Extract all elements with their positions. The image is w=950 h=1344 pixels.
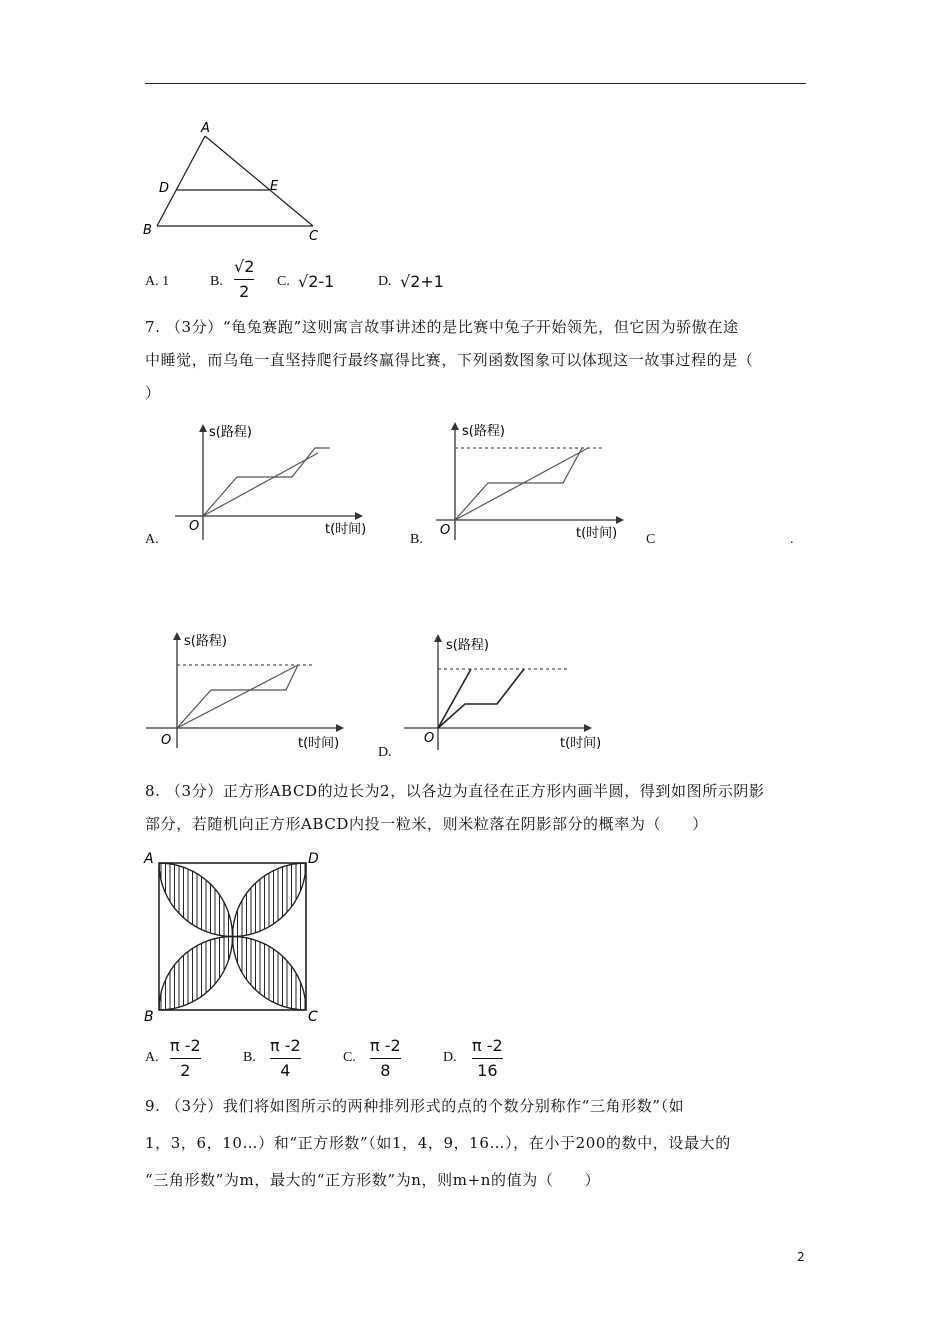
vertex-label-b: B — [143, 223, 152, 238]
vertex-label-c: C — [309, 229, 319, 244]
square-semicircles-figure — [142, 846, 327, 1026]
origin-label: O — [424, 731, 435, 746]
graph-c — [140, 628, 365, 753]
q8-option-b-fraction — [270, 1037, 301, 1080]
y-axis-label: s(路程) — [462, 424, 505, 439]
q8-option-c-label: C. — [343, 1050, 356, 1065]
x-axis-label: t(时间) — [576, 526, 618, 541]
q8-question-text — [145, 775, 810, 841]
q8-option-d-fraction — [472, 1037, 503, 1080]
numerator: π -2 — [270, 1036, 301, 1055]
q6-option-a: A. 1 — [145, 274, 170, 289]
q6-option-d-label: D. — [378, 274, 392, 289]
q7-option-c-dot: . — [790, 532, 794, 547]
q8-option-a-fraction — [170, 1037, 201, 1080]
q9-line-3: “三角形数”为m，最大的“正方形数”为n，则m+n的值为（ ） — [145, 1171, 601, 1189]
q8-line-1: 8. （3分）正方形ABCD的边长为2，以各边为直径在正方形内画半圆，得到如图所示阴影 — [145, 782, 765, 800]
q9-line-1: 9. （3分）我们将如图所示的两种排列形式的点的个数分别称作“三角形数”（如 — [145, 1097, 685, 1115]
vertex-label-d: D — [159, 181, 170, 196]
q8-option-d-label: D. — [443, 1050, 457, 1065]
q9-question-text — [145, 1088, 810, 1199]
q7-line-3: ） — [145, 384, 161, 402]
q6-option-b-label: B. — [210, 274, 223, 289]
graph-d — [398, 632, 613, 757]
corner-label-c: C — [308, 1009, 318, 1025]
q8-option-a-label: A. — [145, 1050, 159, 1065]
q7-line-1: 7. （3分）“龟兔赛跑”这则寓言故事讲述的是比赛中兔子开始领先，但它因为骄傲在途 — [145, 318, 739, 336]
q8-option-b-label: B. — [243, 1050, 256, 1065]
header-rule — [145, 83, 806, 84]
triangle-figure — [135, 118, 335, 248]
denominator: 2 — [180, 1061, 191, 1080]
corner-label-d: D — [308, 851, 319, 867]
numerator: π -2 — [170, 1036, 201, 1055]
q6-option-b-fraction — [234, 258, 254, 301]
q7-line-2: 中睡觉，而乌龟一直坚持爬行最终赢得比赛，下列函数图象可以体现这一故事过程的是（ — [145, 351, 754, 369]
origin-label: O — [440, 523, 451, 538]
q7-option-d: D. — [378, 745, 392, 760]
vertex-label-a: A — [201, 121, 210, 136]
numerator: π -2 — [472, 1036, 503, 1055]
page-number: 2 — [797, 1250, 805, 1264]
q8-line-2: 部分，若随机向正方形ABCD内投一粒米，则米粒落在阴影部分的概率为（ ） — [145, 815, 708, 833]
origin-label: O — [161, 733, 172, 748]
graph-b — [430, 418, 630, 543]
q7-option-b: B. — [410, 532, 423, 547]
q6-option-b-numerator: √2 — [234, 257, 255, 276]
q7-question-text — [145, 311, 810, 410]
graph-a — [165, 420, 385, 545]
corner-label-b: B — [144, 1009, 154, 1025]
x-axis-label: t(时间) — [298, 736, 340, 751]
x-axis-label: t(时间) — [325, 522, 367, 537]
y-axis-label: s(路程) — [184, 634, 227, 649]
origin-label: O — [189, 519, 200, 534]
x-axis-label: t(时间) — [560, 736, 602, 751]
y-axis-label: s(路程) — [446, 638, 489, 653]
vertex-label-e: E — [270, 179, 279, 194]
q6-option-c-label: C. — [277, 274, 290, 289]
numerator: π -2 — [370, 1036, 401, 1055]
denominator: 8 — [380, 1061, 391, 1080]
y-axis-label: s(路程) — [209, 425, 252, 440]
q6-option-d-value: √2+1 — [400, 272, 444, 291]
q6-option-b-denominator: 2 — [239, 282, 250, 301]
denominator: 16 — [477, 1061, 498, 1080]
q7-option-c: C — [646, 532, 656, 547]
q7-option-a: A. — [145, 532, 159, 547]
corner-label-a: A — [144, 851, 154, 867]
q9-line-2: 1，3，6，10…）和“正方形数”（如1，4，9，16…），在小于200的数中，设最大的 — [145, 1134, 731, 1152]
q6-option-c-value: √2-1 — [298, 272, 335, 291]
q8-option-c-fraction — [370, 1037, 401, 1080]
denominator: 4 — [280, 1061, 291, 1080]
